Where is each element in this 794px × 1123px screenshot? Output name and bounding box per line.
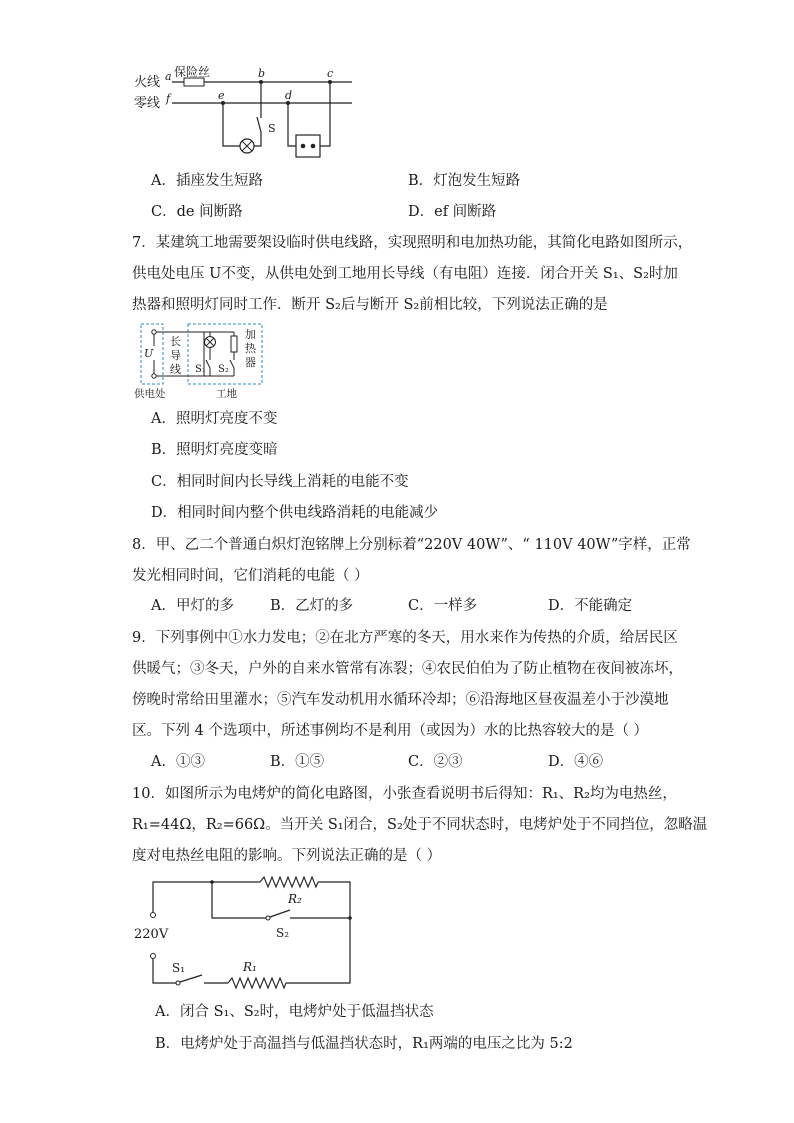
- q7-text-line-1: 7．某建筑工地需要架设临时供电线路，实现照明和电加热功能，其简化电路如图所示，: [132, 235, 693, 251]
- supply-caption: 供电处: [134, 388, 166, 400]
- node-c-label: c: [327, 67, 334, 80]
- q7-switch-s2-blade: [230, 360, 234, 368]
- long-wire-char-2: 导: [170, 349, 181, 362]
- long-wire-char-3: 线: [170, 363, 181, 376]
- q9-option-d[interactable]: D．④⑥: [548, 754, 604, 770]
- q7-switch-s1-blade: [206, 360, 210, 368]
- heater-char-2: 热: [245, 342, 256, 355]
- q7-option-c[interactable]: C．相同时间内长导线上消耗的电能不变: [151, 474, 409, 490]
- resistor-r2: [260, 877, 318, 887]
- lamp-icon: [240, 139, 254, 153]
- node-a-label: a: [165, 70, 172, 83]
- q8-text-line-2: 发光相同时间，它们消耗的电能（ ）: [132, 568, 369, 584]
- fuse-label: 保险丝: [174, 65, 211, 79]
- heater-resistor: [231, 336, 237, 352]
- q8-option-a[interactable]: A．甲灯的多: [151, 598, 234, 614]
- r1-label: R₁: [243, 960, 257, 974]
- household-circuit-figure: [132, 62, 362, 162]
- q8-option-c[interactable]: C．一样多: [408, 598, 478, 614]
- node-b-label: b: [258, 67, 266, 80]
- node-e-label: e: [218, 89, 225, 102]
- s1-label: S₁: [172, 961, 186, 975]
- switch-s2-blade: [270, 910, 290, 917]
- neutral-wire-label: 零线: [134, 96, 161, 111]
- node-d-label: d: [285, 89, 293, 102]
- resistor-r1: [228, 978, 286, 988]
- switch-s-label: S: [268, 122, 276, 135]
- site-caption: 工地: [216, 388, 237, 400]
- q7-lamp-icon: [205, 337, 216, 348]
- switch-s-blade: [257, 117, 261, 132]
- q9-text-line-4: 区。下列 4 个选项中，所述事例均不是利用（或因为）水的比热容较大的是（ ）: [132, 723, 649, 739]
- q6-option-c[interactable]: C．de 间断路: [151, 204, 243, 220]
- q7-option-d[interactable]: D．相同时间内整个供电线路消耗的电能减少: [151, 505, 439, 521]
- q10-text-line-3: 度对电热丝电阻的影响。下列说法正确的是（ ）: [132, 848, 442, 864]
- s2-label: S₂: [276, 926, 290, 940]
- q6-option-a[interactable]: A．插座发生短路: [151, 173, 263, 189]
- q7-s2-label: S₂: [218, 364, 229, 375]
- live-wire-label: 火线: [134, 75, 161, 90]
- q8-option-b[interactable]: B．乙灯的多: [270, 598, 354, 614]
- supply-voltage-label: 220V: [134, 927, 169, 942]
- heater-char-3: 器: [245, 356, 256, 369]
- q6-option-d[interactable]: D．ef 间断路: [408, 204, 497, 220]
- q7-text-line-2: 供电处电压 U不变，从供电处到工地用长导线（有电阻）连接．闭合开关 S₁、S₂时加: [132, 266, 678, 282]
- q8-text-line-1: 8．甲、乙二个普通白炽灯泡铭牌上分别标着“220V 40W”、“ 110V 40W”字样，正常: [132, 537, 691, 553]
- q9-option-a[interactable]: A．①③: [151, 754, 205, 770]
- q7-s1-label: S₁: [195, 364, 206, 375]
- electric-oven-circuit-figure: [130, 870, 370, 990]
- node-f-label: f: [166, 92, 171, 105]
- q10-text-line-2: R₁=44Ω，R₂=66Ω。当开关 S₁闭合，S₂处于不同状态时，电烤炉处于不同挡位，忽略温: [132, 817, 708, 833]
- q10-option-b[interactable]: B．电烤炉处于高温挡与低温挡状态时，R₁两端的电压之比为 5:2: [155, 1036, 573, 1052]
- heater-char-1: 加: [245, 328, 256, 341]
- q10-option-a[interactable]: A．闭合 S₁、S₂时，电烤炉处于低温挡状态: [155, 1004, 434, 1020]
- long-wire-char-1: 长: [170, 335, 181, 348]
- switch-s1-blade: [180, 975, 202, 982]
- q6-option-b[interactable]: B．灯泡发生短路: [408, 173, 521, 189]
- q8-option-d[interactable]: D．不能确定: [548, 598, 633, 614]
- q10-text-line-1: 10．如图所示为电烤炉的简化电路图，小张查看说明书后得知：R₁、R₂均为电热丝，: [132, 786, 677, 802]
- q9-text-line-1: 9．下列事例中①水力发电；②在北方严寒的冬天，用水来作为传热的介质，给居民区: [132, 630, 678, 646]
- construction-supply-circuit-figure: [132, 320, 267, 400]
- q9-text-line-2: 供暖气；③冬天，户外的自来水管常有冻裂；④农民伯伯为了防止植物在夜间被冻坏，: [132, 661, 683, 677]
- q9-text-line-3: 傍晚时常给田里灌水；⑤汽车发动机用水循环冷却；⑥沿海地区昼夜温差小于沙漠地: [132, 692, 669, 708]
- q7-text-line-3: 热器和照明灯同时工作．断开 S₂后与断开 S₂前相比较，下列说法正确的是: [132, 297, 608, 313]
- r2-label: R₂: [288, 892, 302, 906]
- q7-option-b[interactable]: B．照明灯亮度变暗: [151, 442, 278, 458]
- fuse-symbol: [184, 78, 204, 86]
- voltage-u-label: U: [144, 347, 154, 360]
- q9-option-c[interactable]: C．②③: [408, 754, 463, 770]
- q7-option-a[interactable]: A．照明灯亮度不变: [151, 411, 278, 427]
- q9-option-b[interactable]: B．①⑤: [270, 754, 325, 770]
- socket-icon: [296, 135, 320, 157]
